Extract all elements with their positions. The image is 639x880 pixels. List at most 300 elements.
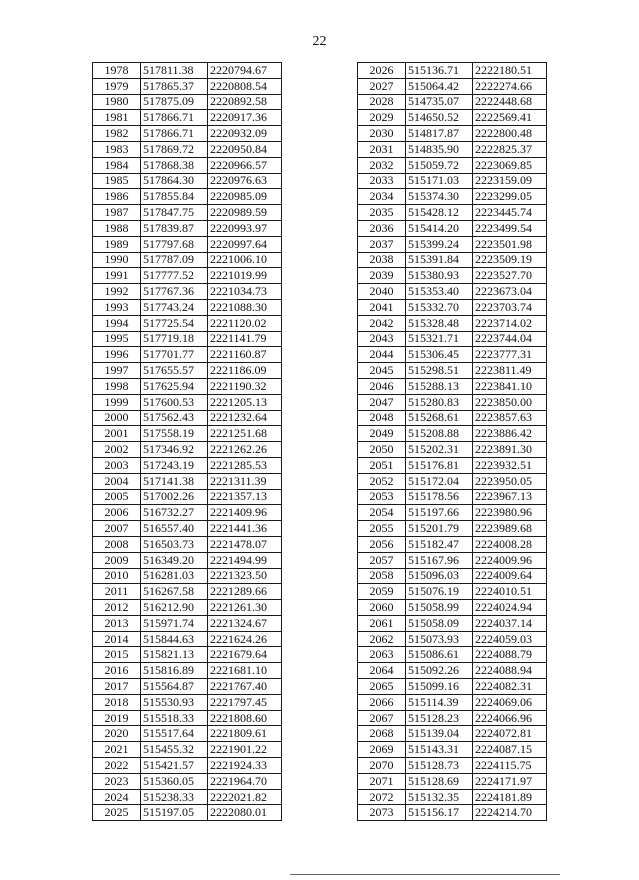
point-number-cell: 1984 — [93, 157, 141, 173]
y-coordinate-cell: 2222448.68 — [473, 94, 547, 110]
table-row — [358, 363, 547, 379]
x-coordinate-cell: 515059.72 — [406, 157, 473, 173]
point-number-cell: 2054 — [358, 505, 406, 521]
y-coordinate-cell: 2221679.64 — [208, 647, 282, 663]
point-number-cell: 2019 — [93, 710, 141, 726]
x-coordinate-cell: 515156.17 — [406, 805, 473, 821]
x-coordinate-cell: 515114.39 — [406, 694, 473, 710]
y-coordinate-cell: 2224010.51 — [473, 584, 547, 600]
x-coordinate-cell: 516557.40 — [141, 521, 208, 537]
point-number-cell: 2001 — [93, 426, 141, 442]
point-number-cell: 2048 — [358, 410, 406, 426]
y-coordinate-cell: 2224069.06 — [473, 694, 547, 710]
point-number-cell: 2037 — [358, 236, 406, 252]
x-coordinate-cell: 515172.04 — [406, 473, 473, 489]
y-coordinate-cell: 2223811.49 — [473, 363, 547, 379]
x-coordinate-cell: 517243.19 — [141, 457, 208, 473]
point-number-cell: 1997 — [93, 363, 141, 379]
point-number-cell: 2030 — [358, 126, 406, 142]
x-coordinate-cell: 517141.38 — [141, 473, 208, 489]
x-coordinate-cell: 515197.05 — [141, 805, 208, 821]
point-number-cell: 2056 — [358, 536, 406, 552]
y-coordinate-cell: 2220794.67 — [208, 63, 282, 79]
x-coordinate-cell: 515298.51 — [406, 363, 473, 379]
point-number-cell: 2069 — [358, 742, 406, 758]
table-row — [93, 726, 282, 742]
table-row — [358, 647, 547, 663]
point-number-cell: 2024 — [93, 789, 141, 805]
point-number-cell: 2064 — [358, 663, 406, 679]
point-number-cell: 2070 — [358, 758, 406, 774]
point-number-cell: 2031 — [358, 141, 406, 157]
table-row — [93, 94, 282, 110]
x-coordinate-cell: 516503.73 — [141, 536, 208, 552]
table-row — [93, 521, 282, 537]
y-coordinate-cell: 2221205.13 — [208, 394, 282, 410]
table-row — [93, 710, 282, 726]
table-row — [358, 679, 547, 695]
table-row — [93, 299, 282, 315]
x-coordinate-cell: 515564.87 — [141, 679, 208, 695]
table-row — [93, 236, 282, 252]
table-row — [358, 726, 547, 742]
y-coordinate-cell: 2221409.96 — [208, 505, 282, 521]
table-row — [358, 220, 547, 236]
table-row — [93, 252, 282, 268]
point-number-cell: 2016 — [93, 663, 141, 679]
point-number-cell: 2007 — [93, 521, 141, 537]
table-row — [358, 347, 547, 363]
point-number-cell: 2046 — [358, 378, 406, 394]
table-row — [358, 268, 547, 284]
table-row — [93, 378, 282, 394]
x-coordinate-cell: 515058.99 — [406, 600, 473, 616]
x-coordinate-cell: 517625.94 — [141, 378, 208, 394]
table-row — [358, 378, 547, 394]
y-coordinate-cell: 2220966.57 — [208, 157, 282, 173]
x-coordinate-cell: 517558.19 — [141, 426, 208, 442]
table-row — [358, 284, 547, 300]
point-number-cell: 2012 — [93, 600, 141, 616]
point-number-cell: 2068 — [358, 726, 406, 742]
point-number-cell: 1993 — [93, 299, 141, 315]
point-number-cell: 2040 — [358, 284, 406, 300]
x-coordinate-cell: 515306.45 — [406, 347, 473, 363]
point-number-cell: 2041 — [358, 299, 406, 315]
y-coordinate-cell: 2221808.60 — [208, 710, 282, 726]
table-row — [93, 742, 282, 758]
point-number-cell: 2043 — [358, 331, 406, 347]
table-row — [358, 584, 547, 600]
x-coordinate-cell: 517864.30 — [141, 173, 208, 189]
table-row — [93, 220, 282, 236]
x-coordinate-cell: 515139.04 — [406, 726, 473, 742]
table-row — [358, 805, 547, 821]
table-row — [93, 63, 282, 79]
x-coordinate-cell: 517869.72 — [141, 141, 208, 157]
y-coordinate-cell: 2221323.50 — [208, 568, 282, 584]
table-row — [93, 789, 282, 805]
y-coordinate-cell: 2221478.07 — [208, 536, 282, 552]
x-coordinate-cell: 514650.52 — [406, 110, 473, 126]
y-coordinate-cell: 2221006.10 — [208, 252, 282, 268]
table-row — [93, 78, 282, 94]
point-number-cell: 1992 — [93, 284, 141, 300]
x-coordinate-cell: 516281.03 — [141, 568, 208, 584]
table-row — [358, 173, 547, 189]
x-coordinate-cell: 515844.63 — [141, 631, 208, 647]
x-coordinate-cell: 515353.40 — [406, 284, 473, 300]
y-coordinate-cell: 2224009.96 — [473, 552, 547, 568]
y-coordinate-cell: 2223891.30 — [473, 442, 547, 458]
point-number-cell: 2044 — [358, 347, 406, 363]
y-coordinate-cell: 2221232.64 — [208, 410, 282, 426]
y-coordinate-cell: 2223989.68 — [473, 521, 547, 537]
point-number-cell: 2029 — [358, 110, 406, 126]
point-number-cell: 2023 — [93, 773, 141, 789]
table-row — [93, 694, 282, 710]
table-row — [358, 758, 547, 774]
x-coordinate-cell: 517787.09 — [141, 252, 208, 268]
x-coordinate-cell: 517701.77 — [141, 347, 208, 363]
point-number-cell: 2066 — [358, 694, 406, 710]
x-coordinate-cell: 514835.90 — [406, 141, 473, 157]
coordinates-table-left-body — [93, 63, 282, 821]
y-coordinate-cell: 2222021.82 — [208, 789, 282, 805]
table-row — [358, 663, 547, 679]
x-coordinate-cell: 515143.31 — [406, 742, 473, 758]
x-coordinate-cell: 517811.38 — [141, 63, 208, 79]
table-row — [93, 536, 282, 552]
table-row — [358, 252, 547, 268]
point-number-cell: 1996 — [93, 347, 141, 363]
point-number-cell: 2000 — [93, 410, 141, 426]
table-row — [93, 189, 282, 205]
point-number-cell: 2052 — [358, 473, 406, 489]
table-row — [93, 157, 282, 173]
y-coordinate-cell: 2221441.36 — [208, 521, 282, 537]
x-coordinate-cell: 515391.84 — [406, 252, 473, 268]
x-coordinate-cell: 515128.23 — [406, 710, 473, 726]
x-coordinate-cell: 515421.57 — [141, 758, 208, 774]
x-coordinate-cell: 515132.35 — [406, 789, 473, 805]
point-number-cell: 2073 — [358, 805, 406, 821]
x-coordinate-cell: 514735.07 — [406, 94, 473, 110]
point-number-cell: 2018 — [93, 694, 141, 710]
y-coordinate-cell: 2223499.54 — [473, 220, 547, 236]
table-row — [93, 568, 282, 584]
table-row — [358, 505, 547, 521]
x-coordinate-cell: 515280.83 — [406, 394, 473, 410]
point-number-cell: 2057 — [358, 552, 406, 568]
x-coordinate-cell: 516349.20 — [141, 552, 208, 568]
point-number-cell: 2008 — [93, 536, 141, 552]
table-row — [358, 236, 547, 252]
table-row — [358, 789, 547, 805]
x-coordinate-cell: 517743.24 — [141, 299, 208, 315]
x-coordinate-cell: 515208.88 — [406, 426, 473, 442]
point-number-cell: 1985 — [93, 173, 141, 189]
table-row — [93, 805, 282, 821]
table-row — [93, 600, 282, 616]
x-coordinate-cell: 515428.12 — [406, 205, 473, 221]
point-number-cell: 2014 — [93, 631, 141, 647]
y-coordinate-cell: 2221034.73 — [208, 284, 282, 300]
point-number-cell: 2055 — [358, 521, 406, 537]
x-coordinate-cell: 515380.93 — [406, 268, 473, 284]
table-row — [358, 126, 547, 142]
y-coordinate-cell: 2223967.13 — [473, 489, 547, 505]
point-number-cell: 1998 — [93, 378, 141, 394]
x-coordinate-cell: 515058.09 — [406, 615, 473, 631]
x-coordinate-cell: 515816.89 — [141, 663, 208, 679]
table-row — [93, 631, 282, 647]
table-row — [358, 631, 547, 647]
y-coordinate-cell: 2220932.09 — [208, 126, 282, 142]
point-number-cell: 2004 — [93, 473, 141, 489]
y-coordinate-cell: 2224066.96 — [473, 710, 547, 726]
x-coordinate-cell: 517839.87 — [141, 220, 208, 236]
table-row — [93, 173, 282, 189]
point-number-cell: 2036 — [358, 220, 406, 236]
y-coordinate-cell: 2223857.63 — [473, 410, 547, 426]
x-coordinate-cell: 515414.20 — [406, 220, 473, 236]
x-coordinate-cell: 517719.18 — [141, 331, 208, 347]
y-coordinate-cell: 2221901.22 — [208, 742, 282, 758]
x-coordinate-cell: 517725.54 — [141, 315, 208, 331]
table-row — [93, 110, 282, 126]
y-coordinate-cell: 2223509.19 — [473, 252, 547, 268]
point-number-cell: 1988 — [93, 220, 141, 236]
table-row — [93, 663, 282, 679]
table-row — [358, 457, 547, 473]
y-coordinate-cell: 2220917.36 — [208, 110, 282, 126]
y-coordinate-cell: 2224008.28 — [473, 536, 547, 552]
y-coordinate-cell: 2220989.59 — [208, 205, 282, 221]
point-number-cell: 1990 — [93, 252, 141, 268]
point-number-cell: 1983 — [93, 141, 141, 157]
x-coordinate-cell: 515099.16 — [406, 679, 473, 695]
point-number-cell: 2035 — [358, 205, 406, 221]
point-number-cell: 1979 — [93, 78, 141, 94]
x-coordinate-cell: 516732.27 — [141, 505, 208, 521]
point-number-cell: 2027 — [358, 78, 406, 94]
table-row — [93, 394, 282, 410]
table-row — [358, 552, 547, 568]
y-coordinate-cell: 2221186.09 — [208, 363, 282, 379]
x-coordinate-cell: 515197.66 — [406, 505, 473, 521]
y-coordinate-cell: 2223527.70 — [473, 268, 547, 284]
table-row — [93, 268, 282, 284]
x-coordinate-cell: 515332.70 — [406, 299, 473, 315]
point-number-cell: 2028 — [358, 94, 406, 110]
point-number-cell: 2039 — [358, 268, 406, 284]
table-row — [358, 78, 547, 94]
table-row — [358, 157, 547, 173]
point-number-cell: 2047 — [358, 394, 406, 410]
table-row — [93, 647, 282, 663]
y-coordinate-cell: 2223886.42 — [473, 426, 547, 442]
table-row — [358, 615, 547, 631]
x-coordinate-cell: 515073.93 — [406, 631, 473, 647]
point-number-cell: 2038 — [358, 252, 406, 268]
x-coordinate-cell: 517875.09 — [141, 94, 208, 110]
y-coordinate-cell: 2223841.10 — [473, 378, 547, 394]
y-coordinate-cell: 2221088.30 — [208, 299, 282, 315]
x-coordinate-cell: 515530.93 — [141, 694, 208, 710]
point-number-cell: 2032 — [358, 157, 406, 173]
point-number-cell: 1982 — [93, 126, 141, 142]
x-coordinate-cell: 515518.33 — [141, 710, 208, 726]
y-coordinate-cell: 2221262.26 — [208, 442, 282, 458]
y-coordinate-cell: 2223703.74 — [473, 299, 547, 315]
y-coordinate-cell: 2223714.02 — [473, 315, 547, 331]
x-coordinate-cell: 517865.37 — [141, 78, 208, 94]
x-coordinate-cell: 515268.61 — [406, 410, 473, 426]
y-coordinate-cell: 2223850.00 — [473, 394, 547, 410]
table-row — [358, 315, 547, 331]
x-coordinate-cell: 515517.64 — [141, 726, 208, 742]
y-coordinate-cell: 2220985.09 — [208, 189, 282, 205]
y-coordinate-cell: 2220892.58 — [208, 94, 282, 110]
y-coordinate-cell: 2223501.98 — [473, 236, 547, 252]
y-coordinate-cell: 2220950.84 — [208, 141, 282, 157]
table-row — [93, 347, 282, 363]
point-number-cell: 1999 — [93, 394, 141, 410]
table-row — [93, 473, 282, 489]
x-coordinate-cell: 517600.53 — [141, 394, 208, 410]
point-number-cell: 2025 — [93, 805, 141, 821]
y-coordinate-cell: 2221964.70 — [208, 773, 282, 789]
y-coordinate-cell: 2222180.51 — [473, 63, 547, 79]
x-coordinate-cell: 515238.33 — [141, 789, 208, 805]
y-coordinate-cell: 2221160.87 — [208, 347, 282, 363]
table-row — [358, 394, 547, 410]
table-row — [358, 299, 547, 315]
point-number-cell: 1991 — [93, 268, 141, 284]
y-coordinate-cell: 2220993.97 — [208, 220, 282, 236]
y-coordinate-cell: 2222825.37 — [473, 141, 547, 157]
point-number-cell: 1989 — [93, 236, 141, 252]
point-number-cell: 2005 — [93, 489, 141, 505]
point-number-cell: 2058 — [358, 568, 406, 584]
table-row — [358, 489, 547, 505]
table-row — [93, 205, 282, 221]
y-coordinate-cell: 2224088.79 — [473, 647, 547, 663]
point-number-cell: 2022 — [93, 758, 141, 774]
table-row — [358, 189, 547, 205]
x-coordinate-cell: 515455.32 — [141, 742, 208, 758]
x-coordinate-cell: 515086.61 — [406, 647, 473, 663]
y-coordinate-cell: 2221797.45 — [208, 694, 282, 710]
table-row — [93, 505, 282, 521]
y-coordinate-cell: 2224037.14 — [473, 615, 547, 631]
table-row — [358, 426, 547, 442]
page-number: 22 — [312, 34, 327, 49]
y-coordinate-cell: 2223159.09 — [473, 173, 547, 189]
table-row — [93, 426, 282, 442]
x-coordinate-cell: 515136.71 — [406, 63, 473, 79]
table-row — [93, 584, 282, 600]
y-coordinate-cell: 2222569.41 — [473, 110, 547, 126]
point-number-cell: 2021 — [93, 742, 141, 758]
y-coordinate-cell: 2221190.32 — [208, 378, 282, 394]
x-coordinate-cell: 515328.48 — [406, 315, 473, 331]
x-coordinate-cell: 517346.92 — [141, 442, 208, 458]
y-coordinate-cell: 2221311.39 — [208, 473, 282, 489]
x-coordinate-cell: 515167.96 — [406, 552, 473, 568]
y-coordinate-cell: 2221141.79 — [208, 331, 282, 347]
y-coordinate-cell: 2221120.02 — [208, 315, 282, 331]
y-coordinate-cell: 2223932.51 — [473, 457, 547, 473]
y-coordinate-cell: 2221681.10 — [208, 663, 282, 679]
table-row — [358, 568, 547, 584]
point-number-cell: 2017 — [93, 679, 141, 695]
table-row — [358, 473, 547, 489]
point-number-cell: 2065 — [358, 679, 406, 695]
point-number-cell: 2006 — [93, 505, 141, 521]
x-coordinate-cell: 515321.71 — [406, 331, 473, 347]
point-number-cell: 2015 — [93, 647, 141, 663]
x-coordinate-cell: 517855.84 — [141, 189, 208, 205]
table-row — [93, 284, 282, 300]
point-number-cell: 1986 — [93, 189, 141, 205]
point-number-cell: 2062 — [358, 631, 406, 647]
x-coordinate-cell: 517562.43 — [141, 410, 208, 426]
y-coordinate-cell: 2223744.04 — [473, 331, 547, 347]
y-coordinate-cell: 2221624.26 — [208, 631, 282, 647]
y-coordinate-cell: 2224088.94 — [473, 663, 547, 679]
table-row — [93, 331, 282, 347]
point-number-cell: 2067 — [358, 710, 406, 726]
point-number-cell: 2020 — [93, 726, 141, 742]
point-number-cell: 2034 — [358, 189, 406, 205]
y-coordinate-cell: 2221924.33 — [208, 758, 282, 774]
point-number-cell: 1978 — [93, 63, 141, 79]
x-coordinate-cell: 515288.13 — [406, 378, 473, 394]
point-number-cell: 2072 — [358, 789, 406, 805]
x-coordinate-cell: 515360.05 — [141, 773, 208, 789]
point-number-cell: 1987 — [93, 205, 141, 221]
point-number-cell: 2060 — [358, 600, 406, 616]
y-coordinate-cell: 2221289.66 — [208, 584, 282, 600]
point-number-cell: 1994 — [93, 315, 141, 331]
point-number-cell: 2063 — [358, 647, 406, 663]
x-coordinate-cell: 515399.24 — [406, 236, 473, 252]
table-row — [358, 521, 547, 537]
y-coordinate-cell: 2222800.48 — [473, 126, 547, 142]
x-coordinate-cell: 515182.47 — [406, 536, 473, 552]
table-row — [358, 63, 547, 79]
point-number-cell: 2013 — [93, 615, 141, 631]
table-row — [358, 600, 547, 616]
table-row — [358, 141, 547, 157]
y-coordinate-cell: 2223777.31 — [473, 347, 547, 363]
x-coordinate-cell: 515128.69 — [406, 773, 473, 789]
table-row — [93, 773, 282, 789]
y-coordinate-cell: 2221324.67 — [208, 615, 282, 631]
point-number-cell: 2033 — [358, 173, 406, 189]
table-row — [358, 694, 547, 710]
y-coordinate-cell: 2224087.15 — [473, 742, 547, 758]
y-coordinate-cell: 2224024.94 — [473, 600, 547, 616]
table-row — [358, 742, 547, 758]
x-coordinate-cell: 515096.03 — [406, 568, 473, 584]
point-number-cell: 2026 — [358, 63, 406, 79]
table-row — [93, 141, 282, 157]
x-coordinate-cell: 515092.26 — [406, 663, 473, 679]
x-coordinate-cell: 515201.79 — [406, 521, 473, 537]
